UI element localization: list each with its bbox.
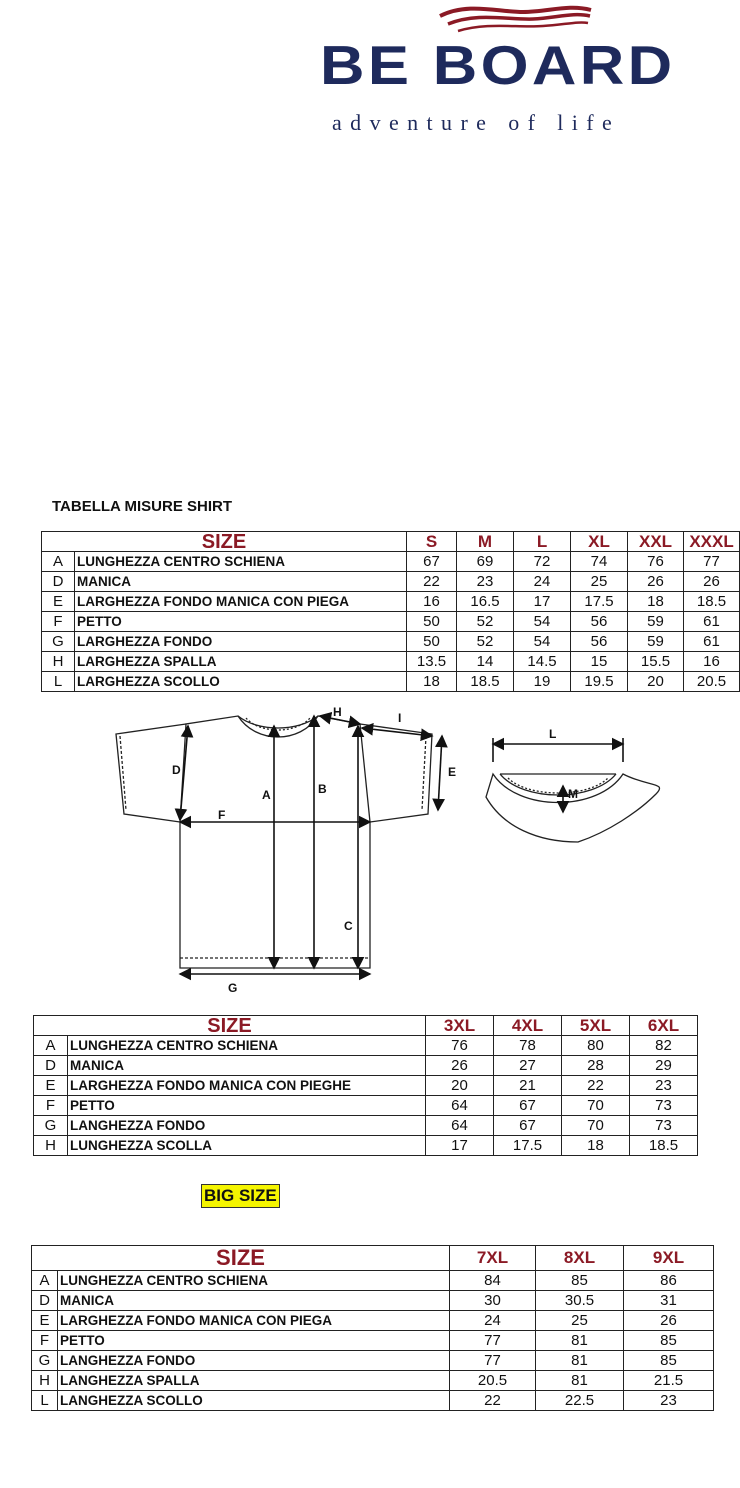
measure-value: 56	[571, 632, 628, 652]
table-row	[42, 672, 740, 692]
size-column-header: XXXL	[684, 532, 740, 552]
measure-value: 20.5	[450, 1371, 536, 1391]
measure-value: 81	[536, 1371, 624, 1391]
measure-value: 54	[514, 632, 571, 652]
measure-value: 67	[407, 552, 457, 572]
measure-value: 18	[628, 592, 684, 612]
measure-label: LUNGHEZZA CENTRO SCHIENA	[68, 1036, 426, 1056]
measure-value: 25	[536, 1311, 624, 1331]
measure-value: 24	[450, 1311, 536, 1331]
shirt-measurement-diagram	[108, 702, 668, 1002]
measure-label: LUNGHEZZA CENTRO SCHIENA	[75, 552, 407, 572]
table-row	[34, 1136, 698, 1156]
measure-value: 84	[450, 1271, 536, 1291]
measure-value: 27	[494, 1056, 562, 1076]
measure-code: G	[32, 1351, 58, 1371]
page-title: TABELLA MISURE SHIRT	[52, 498, 232, 515]
measure-value: 64	[426, 1116, 494, 1136]
measure-value: 15	[571, 652, 628, 672]
brand-tagline: adventure of life	[332, 110, 621, 135]
label-l: L	[549, 727, 557, 741]
size-table-standard	[41, 531, 740, 692]
table-row	[34, 1096, 698, 1116]
measure-value: 30	[450, 1291, 536, 1311]
size-column-header: XL	[571, 532, 628, 552]
measure-label: PETTO	[75, 612, 407, 632]
table-row	[42, 592, 740, 612]
measure-value: 74	[571, 552, 628, 572]
table-row	[32, 1311, 714, 1331]
measure-label: PETTO	[68, 1096, 426, 1116]
size-table-big	[31, 1245, 714, 1411]
measure-value: 17.5	[571, 592, 628, 612]
measure-value: 81	[536, 1331, 624, 1351]
measure-code: L	[42, 672, 75, 692]
measure-code: F	[32, 1331, 58, 1351]
measure-value: 22.5	[536, 1391, 624, 1411]
measure-label: LARGHEZZA FONDO MANICA CON PIEGHE	[68, 1076, 426, 1096]
measure-value: 72	[514, 552, 571, 572]
measure-value: 80	[562, 1036, 630, 1056]
table-row	[32, 1291, 714, 1311]
measure-label: LANGHEZZA SPALLA	[58, 1371, 450, 1391]
label-e: E	[448, 765, 457, 779]
measure-label: PETTO	[58, 1331, 450, 1351]
measure-value: 17	[426, 1136, 494, 1156]
label-i: I	[398, 711, 402, 725]
measure-value: 70	[562, 1116, 630, 1136]
measure-value: 82	[630, 1036, 698, 1056]
size-column-header: 5XL	[562, 1016, 630, 1036]
measure-value: 19	[514, 672, 571, 692]
measure-value: 26	[426, 1056, 494, 1076]
label-m: M	[568, 787, 578, 801]
measure-label: LARGHEZZA FONDO MANICA CON PIEGA	[58, 1311, 450, 1331]
measure-code: E	[42, 592, 75, 612]
size-column-header: XXL	[628, 532, 684, 552]
measure-value: 50	[407, 632, 457, 652]
measure-label: LUNGHEZZA CENTRO SCHIENA	[58, 1271, 450, 1291]
measure-value: 21.5	[624, 1371, 714, 1391]
measure-label: MANICA	[75, 572, 407, 592]
table-row	[32, 1271, 714, 1291]
measure-value: 25	[571, 572, 628, 592]
table-row	[34, 1056, 698, 1076]
measure-value: 81	[536, 1351, 624, 1371]
size-header: SIZE	[34, 1016, 426, 1036]
measure-value: 52	[457, 632, 514, 652]
measure-value: 18.5	[457, 672, 514, 692]
table-row	[42, 652, 740, 672]
measure-value: 78	[494, 1036, 562, 1056]
measure-value: 26	[684, 572, 740, 592]
size-column-header: 6XL	[630, 1016, 698, 1036]
measure-value: 17	[514, 592, 571, 612]
label-g: G	[228, 981, 238, 995]
label-b: B	[318, 782, 327, 796]
table-row	[32, 1351, 714, 1371]
measure-label: LANGHEZZA FONDO	[58, 1351, 450, 1371]
size-column-header: S	[407, 532, 457, 552]
measure-value: 77	[684, 552, 740, 572]
measure-code: E	[34, 1076, 68, 1096]
measure-value: 23	[624, 1391, 714, 1411]
measure-value: 28	[562, 1056, 630, 1076]
measure-value: 21	[494, 1076, 562, 1096]
measure-value: 20	[426, 1076, 494, 1096]
measure-value: 73	[630, 1096, 698, 1116]
measure-label: MANICA	[68, 1056, 426, 1076]
table-header-row	[42, 532, 740, 552]
tshirt-diagram-icon	[108, 702, 668, 1002]
measure-code: A	[34, 1036, 68, 1056]
measure-value: 29	[630, 1056, 698, 1076]
measure-value: 13.5	[407, 652, 457, 672]
size-header: SIZE	[42, 532, 407, 552]
measure-value: 18	[407, 672, 457, 692]
measure-value: 61	[684, 632, 740, 652]
size-column-header: 3XL	[426, 1016, 494, 1036]
label-d: D	[172, 763, 181, 777]
table-header-row	[32, 1246, 714, 1271]
measure-value: 19.5	[571, 672, 628, 692]
measure-value: 22	[407, 572, 457, 592]
measure-label: LARGHEZZA SCOLLO	[75, 672, 407, 692]
measure-value: 76	[628, 552, 684, 572]
table-row	[42, 612, 740, 632]
measure-code: H	[42, 652, 75, 672]
measure-label: LUNGHEZZA SCOLLA	[68, 1136, 426, 1156]
measure-value: 77	[450, 1331, 536, 1351]
measure-value: 70	[562, 1096, 630, 1116]
measure-value: 18.5	[630, 1136, 698, 1156]
measure-value: 85	[624, 1351, 714, 1371]
table-row	[42, 572, 740, 592]
measure-label: LARGHEZZA FONDO MANICA CON PIEGA	[75, 592, 407, 612]
label-h: H	[333, 705, 342, 719]
measure-value: 76	[426, 1036, 494, 1056]
measure-code: L	[32, 1391, 58, 1411]
measure-code: A	[42, 552, 75, 572]
measure-value: 16.5	[457, 592, 514, 612]
measure-value: 15.5	[628, 652, 684, 672]
size-column-header: L	[514, 532, 571, 552]
measure-code: E	[32, 1311, 58, 1331]
measure-value: 73	[630, 1116, 698, 1136]
table-row	[32, 1371, 714, 1391]
measure-value: 56	[571, 612, 628, 632]
table-row	[34, 1076, 698, 1096]
measure-value: 20	[628, 672, 684, 692]
measure-value: 16	[684, 652, 740, 672]
size-column-header: 8XL	[536, 1246, 624, 1271]
table-row	[32, 1391, 714, 1411]
measure-value: 14.5	[514, 652, 571, 672]
measure-value: 52	[457, 612, 514, 632]
size-column-header: 7XL	[450, 1246, 536, 1271]
size-column-header: 9XL	[624, 1246, 714, 1271]
measure-value: 59	[628, 612, 684, 632]
measure-value: 23	[630, 1076, 698, 1096]
table-row	[42, 552, 740, 572]
measure-value: 77	[450, 1351, 536, 1371]
size-table-large	[33, 1015, 698, 1156]
size-header: SIZE	[32, 1246, 450, 1271]
measure-value: 67	[494, 1096, 562, 1116]
label-c: C	[344, 919, 353, 933]
label-a: A	[262, 788, 271, 802]
measure-value: 17.5	[494, 1136, 562, 1156]
measure-value: 26	[628, 572, 684, 592]
measure-value: 67	[494, 1116, 562, 1136]
label-f: F	[218, 808, 226, 822]
measure-code: D	[42, 572, 75, 592]
measure-value: 22	[562, 1076, 630, 1096]
table-row	[42, 632, 740, 652]
wave-logo-icon	[438, 4, 593, 32]
measure-code: G	[42, 632, 75, 652]
measure-code: H	[34, 1136, 68, 1156]
measure-value: 14	[457, 652, 514, 672]
measure-value: 18.5	[684, 592, 740, 612]
measure-value: 18	[562, 1136, 630, 1156]
measure-value: 59	[628, 632, 684, 652]
measure-value: 69	[457, 552, 514, 572]
measure-value: 31	[624, 1291, 714, 1311]
measure-code: A	[32, 1271, 58, 1291]
measure-value: 22	[450, 1391, 536, 1411]
measure-value: 85	[624, 1331, 714, 1351]
table-row	[34, 1036, 698, 1056]
size-column-header: M	[457, 532, 514, 552]
measure-value: 26	[624, 1311, 714, 1331]
big-size-badge: BIG SIZE	[201, 1184, 280, 1208]
measure-value: 30.5	[536, 1291, 624, 1311]
measure-value: 61	[684, 612, 740, 632]
measure-code: D	[34, 1056, 68, 1076]
measure-code: G	[34, 1116, 68, 1136]
measure-label: MANICA	[58, 1291, 450, 1311]
table-row	[32, 1331, 714, 1351]
table-row	[34, 1116, 698, 1136]
measure-value: 16	[407, 592, 457, 612]
measure-value: 85	[536, 1271, 624, 1291]
measure-code: H	[32, 1371, 58, 1391]
measure-code: F	[34, 1096, 68, 1116]
measure-label: LARGHEZZA SPALLA	[75, 652, 407, 672]
measure-value: 24	[514, 572, 571, 592]
size-column-header: 4XL	[494, 1016, 562, 1036]
measure-value: 23	[457, 572, 514, 592]
measure-label: LANGHEZZA FONDO	[68, 1116, 426, 1136]
measure-value: 54	[514, 612, 571, 632]
measure-value: 20.5	[684, 672, 740, 692]
table-header-row	[34, 1016, 698, 1036]
brand-logo	[318, 0, 718, 140]
measure-value: 50	[407, 612, 457, 632]
measure-label: LARGHEZZA FONDO	[75, 632, 407, 652]
measure-value: 64	[426, 1096, 494, 1116]
measure-code: F	[42, 612, 75, 632]
measure-code: D	[32, 1291, 58, 1311]
measure-value: 86	[624, 1271, 714, 1291]
measure-label: LANGHEZZA SCOLLO	[58, 1391, 450, 1411]
brand-name: BE BOARD	[320, 34, 676, 96]
